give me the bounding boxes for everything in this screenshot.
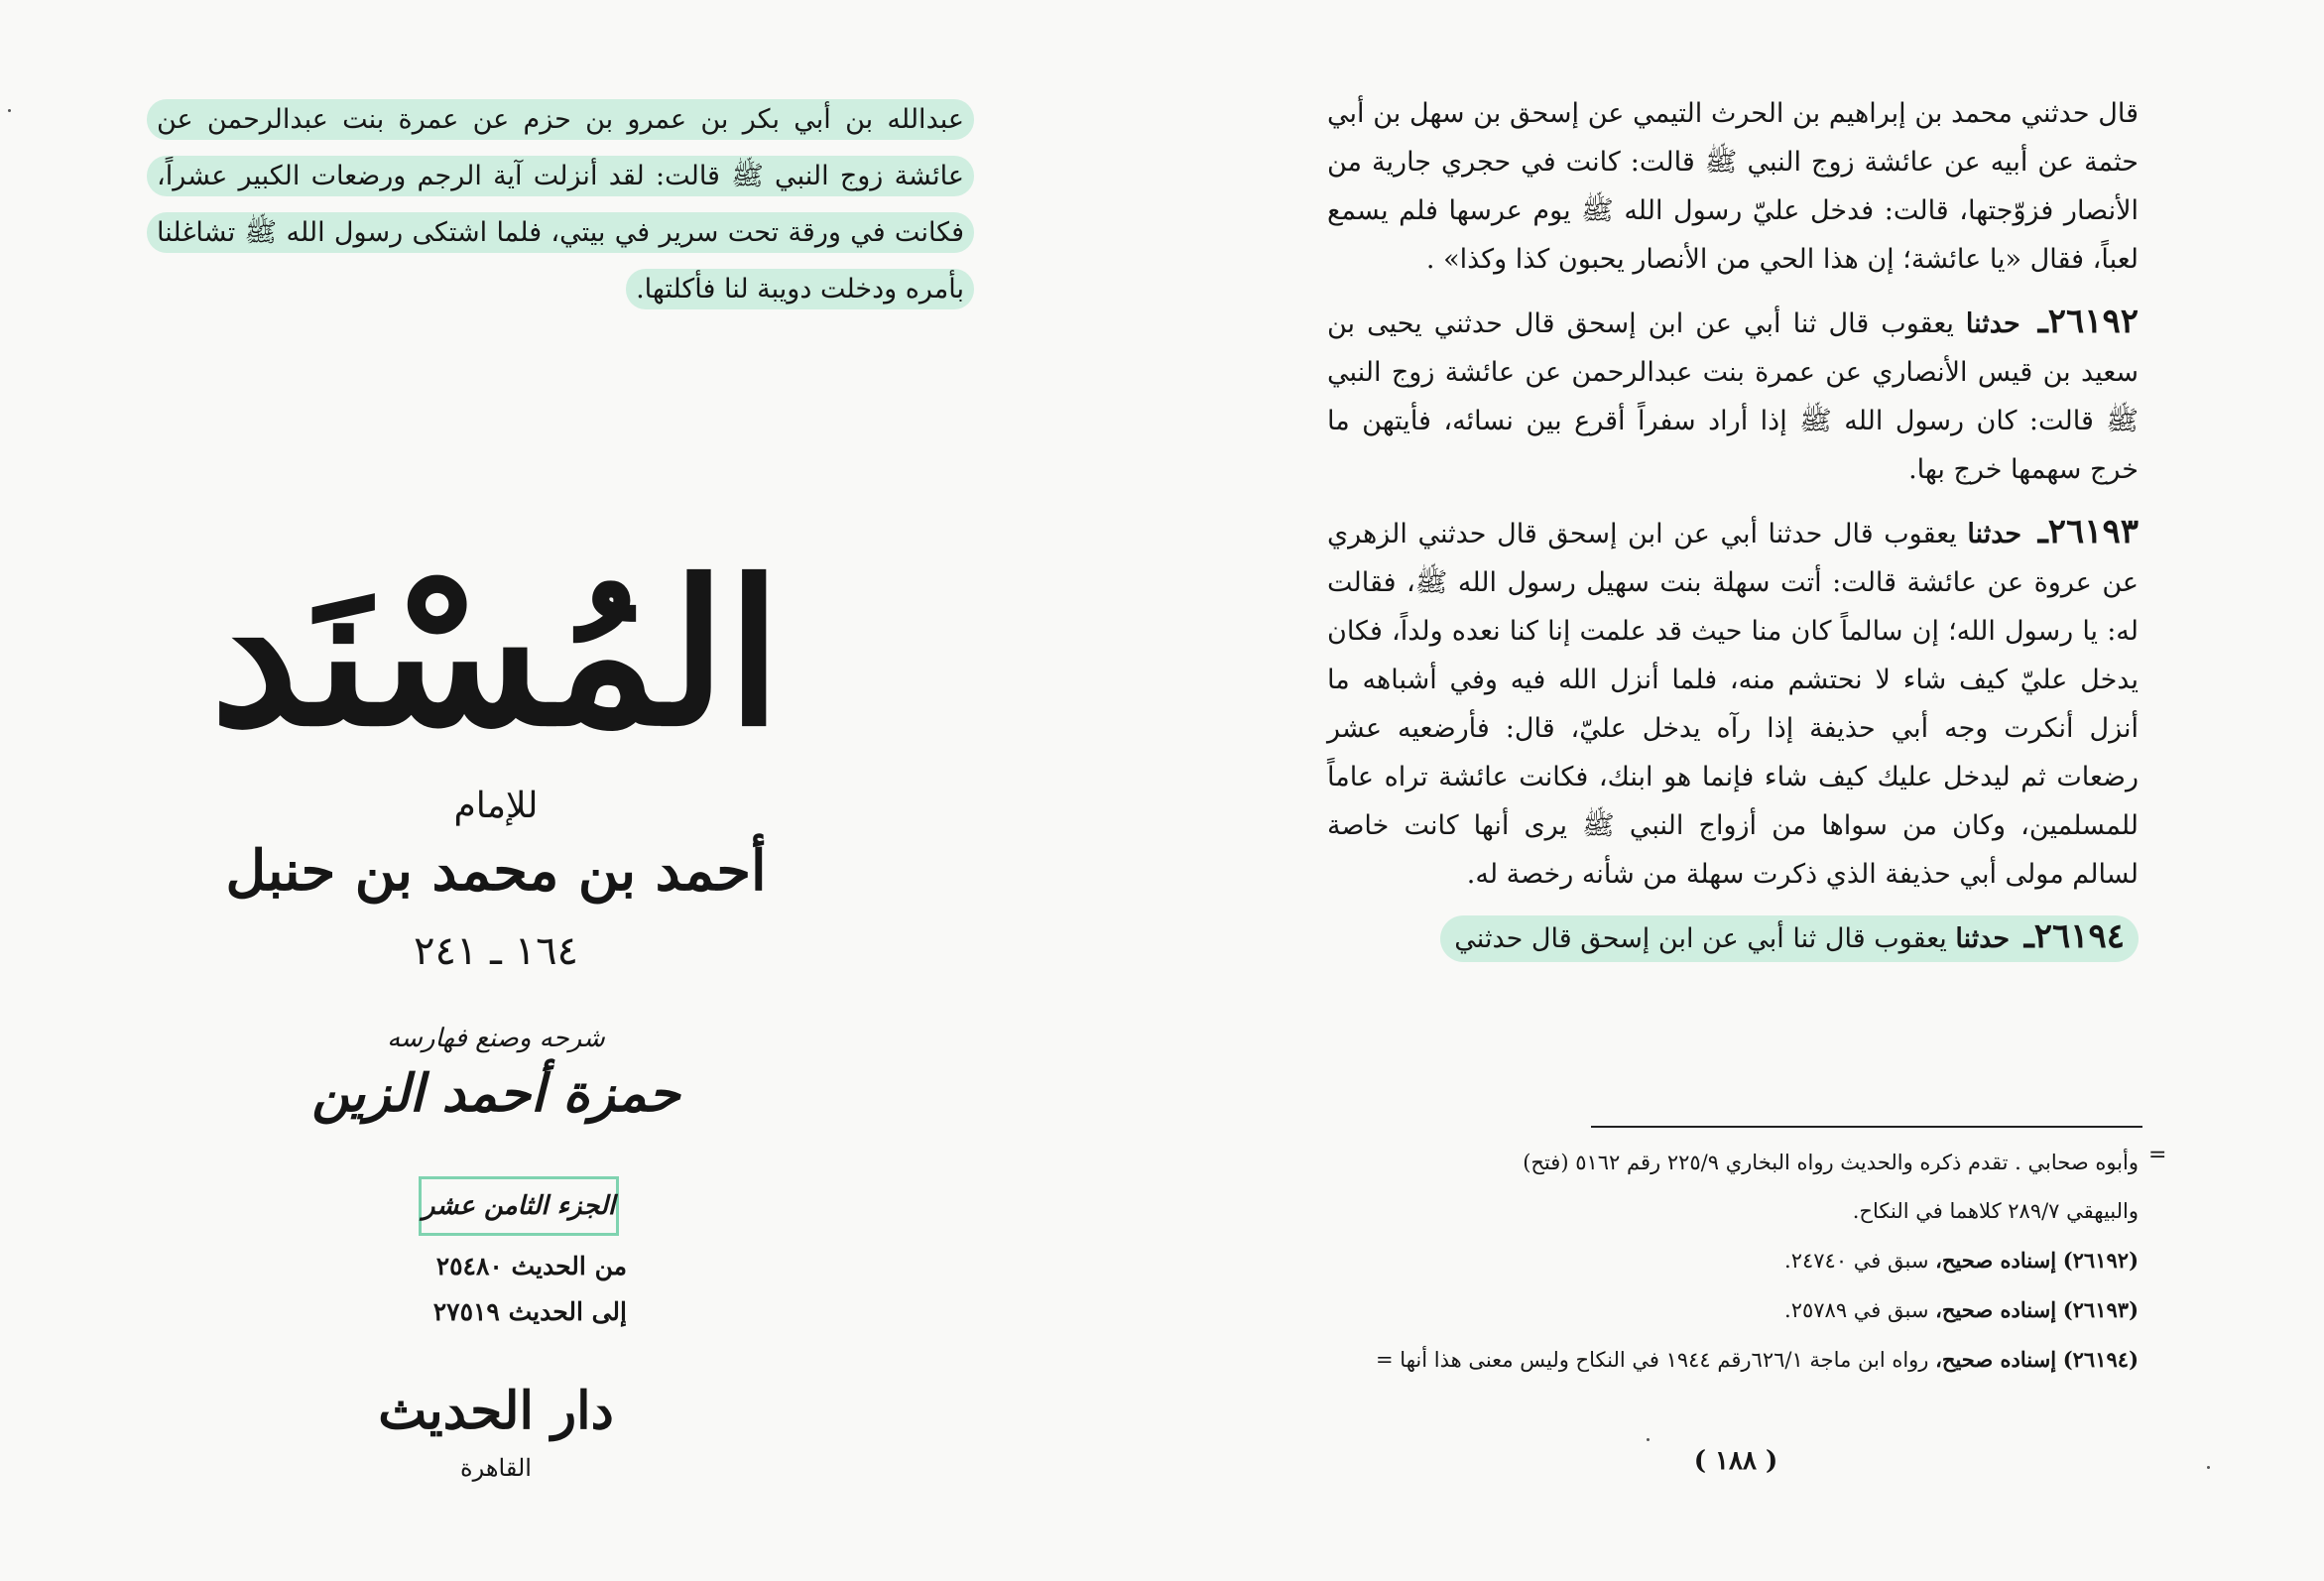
hadith-26194 [1327,912,2139,963]
footnotes [1309,1139,2139,1385]
scan-speck [2207,1466,2210,1469]
intro-paragraph: قال حدثني محمد بن إبراهيم بن الحرث التيمي عن إسحق بن سهل بن أبي حثمة عن أبيه عن عائشة زوج النبي ﷺ قالت: كانت في حجري جارية من الأنصار فزوّجتها، قالت: فدخل عليّ رسول الله ﷺ يوم عرسها فلم يسمع لعباً، فقال «يا عائشة؛ إن هذا الحي من الأنصار يحبون كذا وكذا» . [1327,98,2139,275]
footnote-divider [1591,1126,2142,1128]
page-number: ( ١٨٨ ) [1693,1446,1778,1476]
footnote-26192: (٢٦١٩٢) إسناده صحيح، سبق في ٢٤٧٤٠. [1784,1248,2139,1273]
hadith-range-from: من الحديث ٢٥٤٨٠ [435,1252,627,1280]
highlighted-hadith-line [1440,915,2139,962]
passage-line: بأمره ودخلت دويبة لنا فأكلتها. [147,261,974,317]
hadith-text: يعقوب قال حدثنا أبي عن ابن إسحق قال حدثني الزهري عن عروة عن عائشة قالت: أتت سهلة بنت سهيل رسول الله ﷺ، فقالت له: يا رسول الله؛ إن سالماً كان منا حيث قد علمت إنا كنا نعده ولداً، فكان يدخل عليّ كيف شاء لا نحتشم منه، فلما أنزل الله فيه وفي أشباهه ما أنزل أنكرت وجه أبي حذيفة إذا رآه يدخل عليّ، قال: فأرضعيه عشر رضعات ثم ليدخل عليك كيف شاء فإنما هو ابنك، فكانت عائشة تراه عاماً للمسلمين، وكان من سواها من أزواج النبي ﷺ يرى أنها كانت خاصة لسالم مولى أبي حذيفة الذي ذكرت سهلة من شأنه رخصة له. [1327,519,2139,890]
author-name: أحمد بن محمد بن حنبل [225,838,767,904]
hadith-text: يعقوب قال ثنا أبي عن ابن إسحق قال حدثني [1454,923,1947,954]
book-title: المُسْنَد [210,538,782,771]
hadith-number: ٢٦١٩٤ـ [2023,916,2125,956]
hadith-lead: حدثنا [1955,923,2011,954]
imam-label: للإمام [453,786,539,826]
publisher-city: القاهرة [460,1454,532,1482]
commentary-label: شرحه وصنع فهارسه [387,1024,605,1053]
hadith-lead: حدثنا [1967,519,2022,549]
publisher-name: دار الحديث [378,1381,614,1441]
footnote-continuation-mark: = [2148,1143,2167,1167]
hadith-lead: حدثنا [1965,308,2020,339]
passage-line: عائشة زوج النبي ﷺ قالت: لقد أنزلت آية الرجم ورضعات الكبير عشراً، [147,148,974,204]
scan-speck [8,109,11,112]
footnote-line: والبيهقي ٢٨٩/٧ كلاهما في النكاح. [1852,1199,2139,1223]
scan-speck [1647,1438,1650,1441]
right-page-text [1327,89,2139,977]
hadith-26193 [1327,508,2139,899]
author-dates: ١٦٤ ـ ٢٤١ [413,928,579,974]
volume-label: الجزء الثامن عشر [419,1176,619,1236]
passage-line: فكانت في ورقة تحت سرير في بيتي، فلما اشتكى رسول الله ﷺ تشاغلنا [147,204,974,261]
highlighted-passage [147,91,974,317]
passage-line: عبدالله بن أبي بكر بن عمرو بن حزم عن عمرة بنت عبدالرحمن عن [147,91,974,148]
footnote-line: وأبوه صحابي . تقدم ذكره والحديث رواه البخاري ٢٢٥/٩ رقم ٥١٦٢ (فتح) [1523,1151,2139,1174]
hadith-number: ٢٦١٩٣ـ [2037,512,2140,551]
editor-name: حمزة أحمد الزين [311,1063,680,1124]
hadith-text: يعقوب قال ثنا أبي عن ابن إسحق قال حدثني يحيى بن سعيد بن قيس الأنصاري عن عمرة بنت عبدالرحمن عن عائشة زوج النبي ﷺ قالت: كان رسول الله ﷺ إذا أراد سفراً أقرع بين نسائه، فأيتهن ما خرج سهمها خرج بها. [1327,308,2139,485]
footnote-26193: (٢٦١٩٣) إسناده صحيح، سبق في ٢٥٧٨٩. [1784,1297,2139,1322]
hadith-number: ٢٦١٩٢ـ [2037,302,2139,341]
hadith-26192 [1327,298,2139,494]
hadith-range-to: إلى الحديث ٢٧٥١٩ [432,1297,627,1326]
footnote-26194: (٢٦١٩٤) إسناده صحيح، رواه ابن ماجة ٦٢٦/١رقم ١٩٤٤ في النكاح وليس معنى هذا أنها = [1376,1347,2139,1372]
